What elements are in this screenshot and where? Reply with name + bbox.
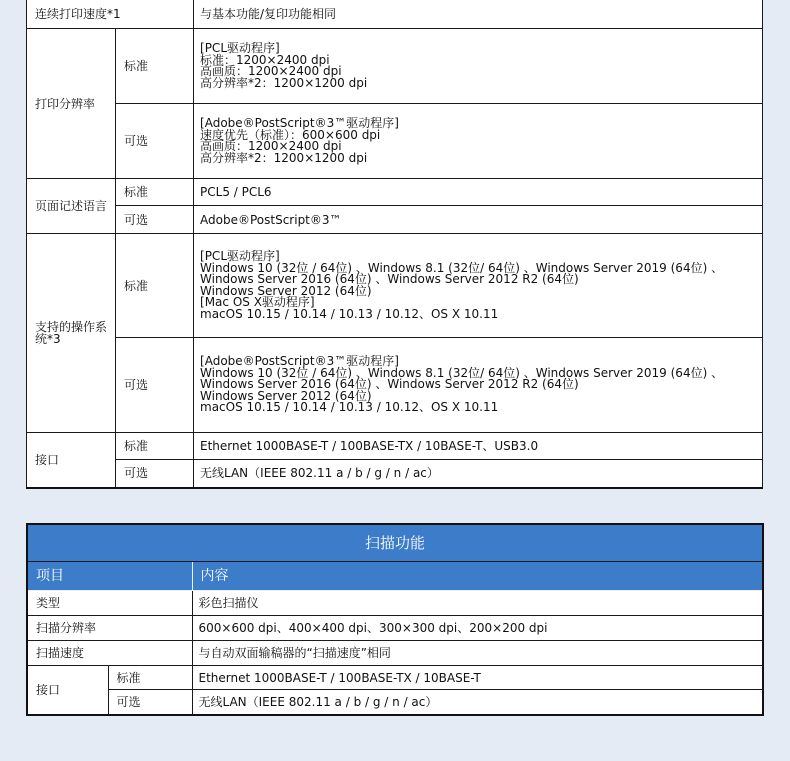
optional-label: 可选 (116, 460, 194, 488)
text-line: Windows Server 2012 (64位) (200, 283, 372, 298)
row-label: 打印分辨率 (27, 29, 116, 179)
table-row (27, 338, 763, 433)
table-row (27, 460, 763, 488)
text-line: macOS 10.15 / 10.14 / 10.13 / 10.12、OS X 10.11 (200, 306, 499, 321)
row-value: 无线LAN（IEEE 802.11 a / b / g / n / ac） (194, 460, 763, 488)
standard-label: 标准 (116, 29, 194, 104)
optional-label: 可选 (108, 690, 192, 715)
row-value: 彩色扫描仪 (192, 591, 763, 616)
table-row (27, 29, 763, 104)
section-header (27, 524, 763, 562)
row-value (194, 29, 763, 104)
table-row (27, 179, 763, 206)
table-row (27, 591, 763, 616)
standard-label: 标准 (108, 666, 192, 690)
row-label: 类型 (27, 591, 192, 616)
table-row (27, 234, 763, 338)
column-header-content: 内容 (192, 562, 763, 591)
row-value: Ethernet 1000BASE-T / 100BASE-TX / 10BASE-T (192, 666, 763, 690)
text-line: 高分辨率*2：1200×1200 dpi (200, 75, 368, 90)
table-row (27, 616, 763, 641)
text-line: Windows Server 2016 (64位) 、Windows Server 2012 R2 (64位) (200, 377, 579, 392)
text-line: [Adobe®PostScript®3™驱动程序] (200, 116, 399, 130)
text-line: 速度优先（标准）：600×600 dpi (200, 127, 381, 142)
row-value (194, 104, 763, 179)
text-line: 高画质：1200×2400 dpi (200, 64, 342, 78)
optional-label: 可选 (116, 206, 194, 234)
row-value: 600×600 dpi、400×400 dpi、300×300 dpi、200×200 dpi (192, 616, 763, 641)
table-row (27, 206, 763, 234)
text-line: Windows 10 (32位 / 64位) 、Windows 8.1 (32位/ 64位) 、Windows Server 2019 (64位) 、 (200, 365, 724, 380)
standard-label: 标准 (116, 433, 194, 460)
section-title: 扫描功能 (27, 524, 763, 562)
table-row (27, 641, 763, 666)
text-line: 高分辨率*2：1200×1200 dpi (200, 150, 368, 165)
scan-spec-table (26, 523, 764, 716)
column-header-row (27, 562, 763, 591)
text-line: Windows Server 2016 (64位) 、Windows Server 2012 R2 (64位) (200, 272, 579, 286)
row-label: 页面记述语言 (27, 179, 116, 234)
row-value: 与基本功能/复印功能相同 (194, 0, 763, 29)
row-label: 扫描分辨率 (27, 616, 192, 641)
text-line: macOS 10.15 / 10.14 / 10.13 / 10.12、OS X 10.11 (200, 400, 499, 415)
text-line: [PCL驱动程序] (200, 249, 280, 263)
row-label: 连续打印速度*1 (27, 0, 194, 29)
row-value: 无线LAN（IEEE 802.11 a / b / g / n / ac） (192, 690, 763, 715)
row-label: 扫描速度 (27, 641, 192, 666)
text-line: [PCL驱动程序] (200, 41, 280, 55)
standard-label: 标准 (116, 179, 194, 206)
text-line: 高画质：1200×2400 dpi (200, 139, 342, 153)
text-line: Windows Server 2012 (64位) (200, 388, 372, 403)
row-label: 接口 (27, 666, 108, 715)
text-line: Windows 10 (32位 / 64位) 、Windows 8.1 (32位/ 64位) 、Windows Server 2019 (64位) 、 (200, 260, 724, 275)
row-value: PCL5 / PCL6 (194, 179, 763, 206)
row-value: Ethernet 1000BASE-T / 100BASE-TX / 10BASE-T、USB3.0 (194, 433, 763, 460)
optional-label: 可选 (116, 338, 194, 433)
row-label: 接口 (27, 433, 116, 488)
text-line: [Mac OS X驱动程序] (200, 295, 315, 309)
row-label: 支持的操作系统*3 (27, 234, 116, 433)
row-value: Adobe®PostScript®3™ (194, 206, 763, 234)
table-row (27, 433, 763, 460)
column-header-item: 项目 (27, 562, 192, 591)
text-line: 标准：1200×2400 dpi (200, 52, 330, 67)
table-row (27, 666, 763, 690)
standard-label: 标准 (116, 234, 194, 338)
table-row (27, 0, 763, 29)
optional-label: 可选 (116, 104, 194, 179)
printer-spec-table (26, 0, 763, 489)
row-value: 与自动双面输稿器的“扫描速度”相同 (192, 641, 763, 666)
row-value (194, 338, 763, 433)
text-line: [Adobe®PostScript®3™驱动程序] (200, 354, 399, 369)
row-value (194, 234, 763, 338)
table-row (27, 690, 763, 715)
table-row (27, 104, 763, 179)
